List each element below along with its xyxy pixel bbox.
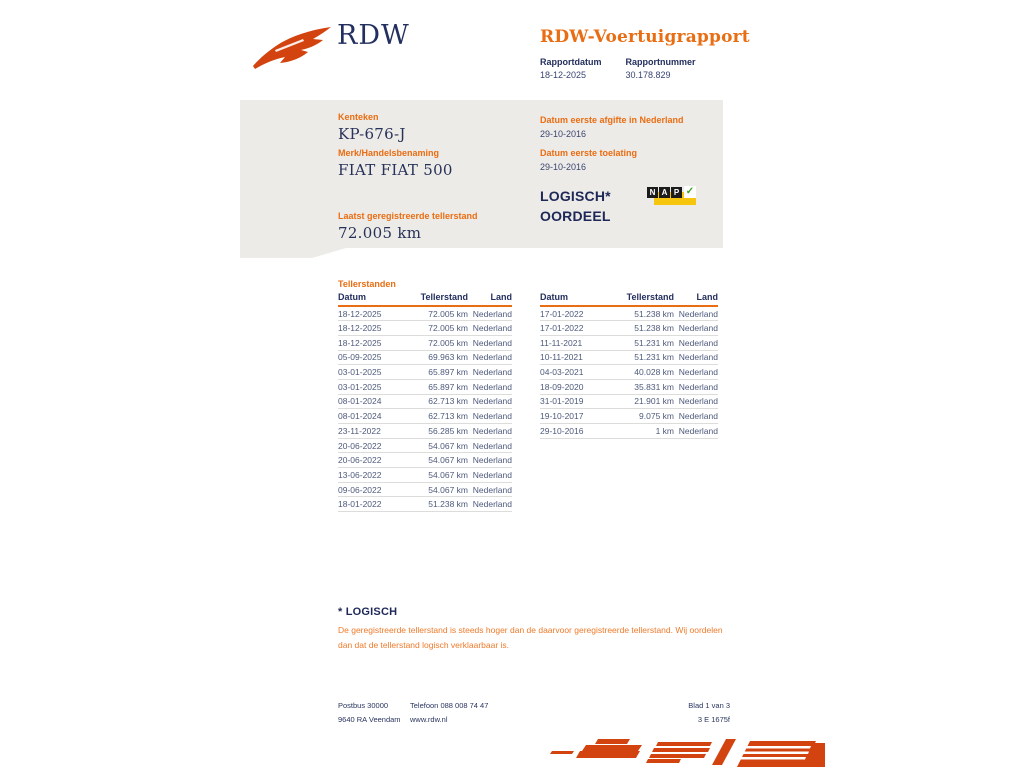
footer-contact <box>410 699 488 727</box>
eerste-toelating-label: Datum eerste toelating <box>540 148 638 158</box>
table-row <box>338 453 512 468</box>
table-cell: Nederland <box>468 424 512 439</box>
table-cell: 1 km <box>614 424 674 439</box>
table-cell: Nederland <box>468 468 512 483</box>
table-cell: 10-11-2021 <box>540 350 614 365</box>
table-cell: 09-06-2022 <box>338 482 410 497</box>
panel-tab-shape <box>240 248 346 258</box>
table-cell: 18-09-2020 <box>540 379 614 394</box>
table-cell: 19-10-2017 <box>540 409 614 424</box>
table-cell: Nederland <box>468 482 512 497</box>
table-cell: 40.028 km <box>614 365 674 380</box>
table-cell: 08-01-2024 <box>338 394 410 409</box>
laatste-tellerstand-label: Laatst geregistreerde tellerstand <box>338 211 478 221</box>
table-cell: Nederland <box>468 409 512 424</box>
table-cell: 08-01-2024 <box>338 409 410 424</box>
table-cell: 51.238 km <box>614 306 674 321</box>
table-cell: 17-01-2022 <box>540 306 614 321</box>
table-row <box>540 321 718 336</box>
table-cell: Nederland <box>468 321 512 336</box>
table-cell: 72.005 km <box>410 321 468 336</box>
merk-value: FIAT FIAT 500 <box>338 161 453 179</box>
nap-checkmark-icon: ✓ <box>685 186 695 197</box>
table-row <box>540 350 718 365</box>
table-cell: Nederland <box>674 379 718 394</box>
report-meta <box>540 57 696 80</box>
table-cell: Nederland <box>468 306 512 321</box>
table-cell: Nederland <box>468 365 512 380</box>
table-cell: Nederland <box>674 335 718 350</box>
table-row <box>338 335 512 350</box>
table-cell: 62.713 km <box>410 394 468 409</box>
table-row <box>338 497 512 512</box>
table-cell: 51.238 km <box>614 321 674 336</box>
tellerstanden-section-title: Tellerstanden <box>338 279 396 289</box>
table-cell: 65.897 km <box>410 365 468 380</box>
table-cell: 20-06-2022 <box>338 453 410 468</box>
table-cell: 13-06-2022 <box>338 468 410 483</box>
table-cell: Nederland <box>468 497 512 512</box>
table-cell: 54.067 km <box>410 468 468 483</box>
table-cell: Nederland <box>674 350 718 365</box>
table-row <box>338 394 512 409</box>
table-cell: Nederland <box>468 350 512 365</box>
table-cell: Nederland <box>674 321 718 336</box>
laatste-tellerstand-field <box>338 211 478 242</box>
table-cell: 18-01-2022 <box>338 497 410 512</box>
table-cell: 18-12-2025 <box>338 335 410 350</box>
rapportnummer-value: 30.178.829 <box>625 70 671 80</box>
rapportdatum-value: 18-12-2025 <box>540 70 587 80</box>
column-header-land: Land <box>468 290 512 306</box>
table-header-row <box>338 290 512 306</box>
footnote-text: De geregistreerde tellerstand is steeds hoger dan de daarvoor geregistreerde tellerstand. Wij oordelen dan dat de tellerstand logisch verklaarbaar is. <box>338 625 723 650</box>
eerste-afgifte-field <box>540 115 684 139</box>
table-cell: 31-01-2019 <box>540 394 614 409</box>
table-row <box>338 365 512 380</box>
table-cell: Nederland <box>468 394 512 409</box>
table-cell: 9.075 km <box>614 409 674 424</box>
logisch-footnote <box>338 606 732 652</box>
column-header-datum: Datum <box>338 290 410 306</box>
tellerstanden-table-right <box>540 290 718 439</box>
table-cell: Nederland <box>468 379 512 394</box>
table-row <box>338 379 512 394</box>
table-cell: 51.231 km <box>614 350 674 365</box>
tellerstanden-table-left <box>338 290 512 512</box>
eerste-afgifte-label: Datum eerste afgifte in Nederland <box>540 115 684 125</box>
footer-phone: Telefoon 088 008 74 47 <box>410 701 489 710</box>
table-cell: 21.901 km <box>614 394 674 409</box>
table-cell: Nederland <box>674 409 718 424</box>
footer-page-number: Blad 1 van 3 <box>688 701 730 710</box>
eerste-toelating-field <box>540 148 637 172</box>
table-cell: 35.831 km <box>614 379 674 394</box>
nap-letter-p: P <box>671 187 682 198</box>
table-cell: 23-11-2022 <box>338 424 410 439</box>
table-cell: 51.231 km <box>614 335 674 350</box>
nap-letter-n: N <box>647 187 658 198</box>
table-cell: 20-06-2022 <box>338 438 410 453</box>
table-cell: Nederland <box>674 306 718 321</box>
table-row <box>540 424 718 439</box>
table-cell: 51.238 km <box>410 497 468 512</box>
kenteken-field <box>338 112 406 143</box>
rapportdatum-field <box>540 57 602 80</box>
footnote-title: * LOGISCH <box>338 606 398 618</box>
table-cell: 54.067 km <box>410 438 468 453</box>
table-cell: 69.963 km <box>410 350 468 365</box>
table-row <box>540 394 718 409</box>
table-cell: 18-12-2025 <box>338 321 410 336</box>
table-row <box>540 379 718 394</box>
table-cell: Nederland <box>468 335 512 350</box>
merk-label: Merk/Handelsbenaming <box>338 148 440 158</box>
footer-address-line1: Postbus 30000 <box>338 701 389 710</box>
rdw-logo-text: RDW <box>337 20 410 51</box>
nap-letter-a: A <box>659 187 670 198</box>
oordeel-text <box>540 186 611 226</box>
table-cell: 54.067 km <box>410 453 468 468</box>
laatste-tellerstand-value: 72.005 km <box>338 224 422 242</box>
table-cell: Nederland <box>674 424 718 439</box>
rdw-wing-logo-icon <box>252 26 332 72</box>
table-cell: 65.897 km <box>410 379 468 394</box>
table-cell: Nederland <box>468 453 512 468</box>
table-row <box>338 409 512 424</box>
table-cell: Nederland <box>674 394 718 409</box>
table-cell: 03-01-2025 <box>338 379 410 394</box>
rapportnummer-field <box>626 57 696 80</box>
column-header-tellerstand: Tellerstand <box>614 290 674 306</box>
footer-form-code: 3 E 1675f <box>697 715 730 724</box>
table-cell: 05-09-2025 <box>338 350 410 365</box>
table-row <box>540 335 718 350</box>
column-header-tellerstand: Tellerstand <box>410 290 468 306</box>
table-cell: 72.005 km <box>410 306 468 321</box>
footer-address <box>338 699 401 727</box>
table-cell: Nederland <box>468 438 512 453</box>
table-row <box>338 468 512 483</box>
merk-field <box>338 148 453 179</box>
table-row <box>540 365 718 380</box>
table-cell: 62.713 km <box>410 409 468 424</box>
footer-website: www.rdw.nl <box>410 715 448 724</box>
table-cell: 72.005 km <box>410 335 468 350</box>
table-row <box>540 409 718 424</box>
kenteken-value: KP-676-J <box>338 125 406 143</box>
table-row <box>338 482 512 497</box>
table-header-row <box>540 290 718 306</box>
eerste-afgifte-value: 29-10-2016 <box>540 129 587 139</box>
table-cell: 56.285 km <box>410 424 468 439</box>
table-row <box>338 350 512 365</box>
rapportdatum-label: Rapportdatum <box>540 57 602 67</box>
table-cell: 17-01-2022 <box>540 321 614 336</box>
table-row <box>338 438 512 453</box>
table-row <box>338 306 512 321</box>
nap-logo-icon <box>647 185 701 211</box>
rdw-stripes-graphic <box>540 737 825 768</box>
oordeel-line2: OORDEEL <box>540 208 611 224</box>
page-title: RDW-Voertuigrapport <box>540 27 750 47</box>
table-cell: 29-10-2016 <box>540 424 614 439</box>
kenteken-label: Kenteken <box>338 112 379 122</box>
rapportnummer-label: Rapportnummer <box>625 57 696 67</box>
column-header-land: Land <box>674 290 718 306</box>
table-cell: 04-03-2021 <box>540 365 614 380</box>
column-header-datum: Datum <box>540 290 614 306</box>
table-cell: Nederland <box>674 365 718 380</box>
oordeel-line1: LOGISCH* <box>540 188 611 204</box>
table-cell: 54.067 km <box>410 482 468 497</box>
footer-address-line2: 9640 RA Veendam <box>338 715 401 724</box>
footer-page-info <box>630 699 730 727</box>
table-cell: 03-01-2025 <box>338 365 410 380</box>
table-row <box>338 321 512 336</box>
table-row <box>338 424 512 439</box>
table-cell: 11-11-2021 <box>540 335 614 350</box>
table-row <box>540 306 718 321</box>
table-cell: 18-12-2025 <box>338 306 410 321</box>
eerste-toelating-value: 29-10-2016 <box>540 162 587 172</box>
